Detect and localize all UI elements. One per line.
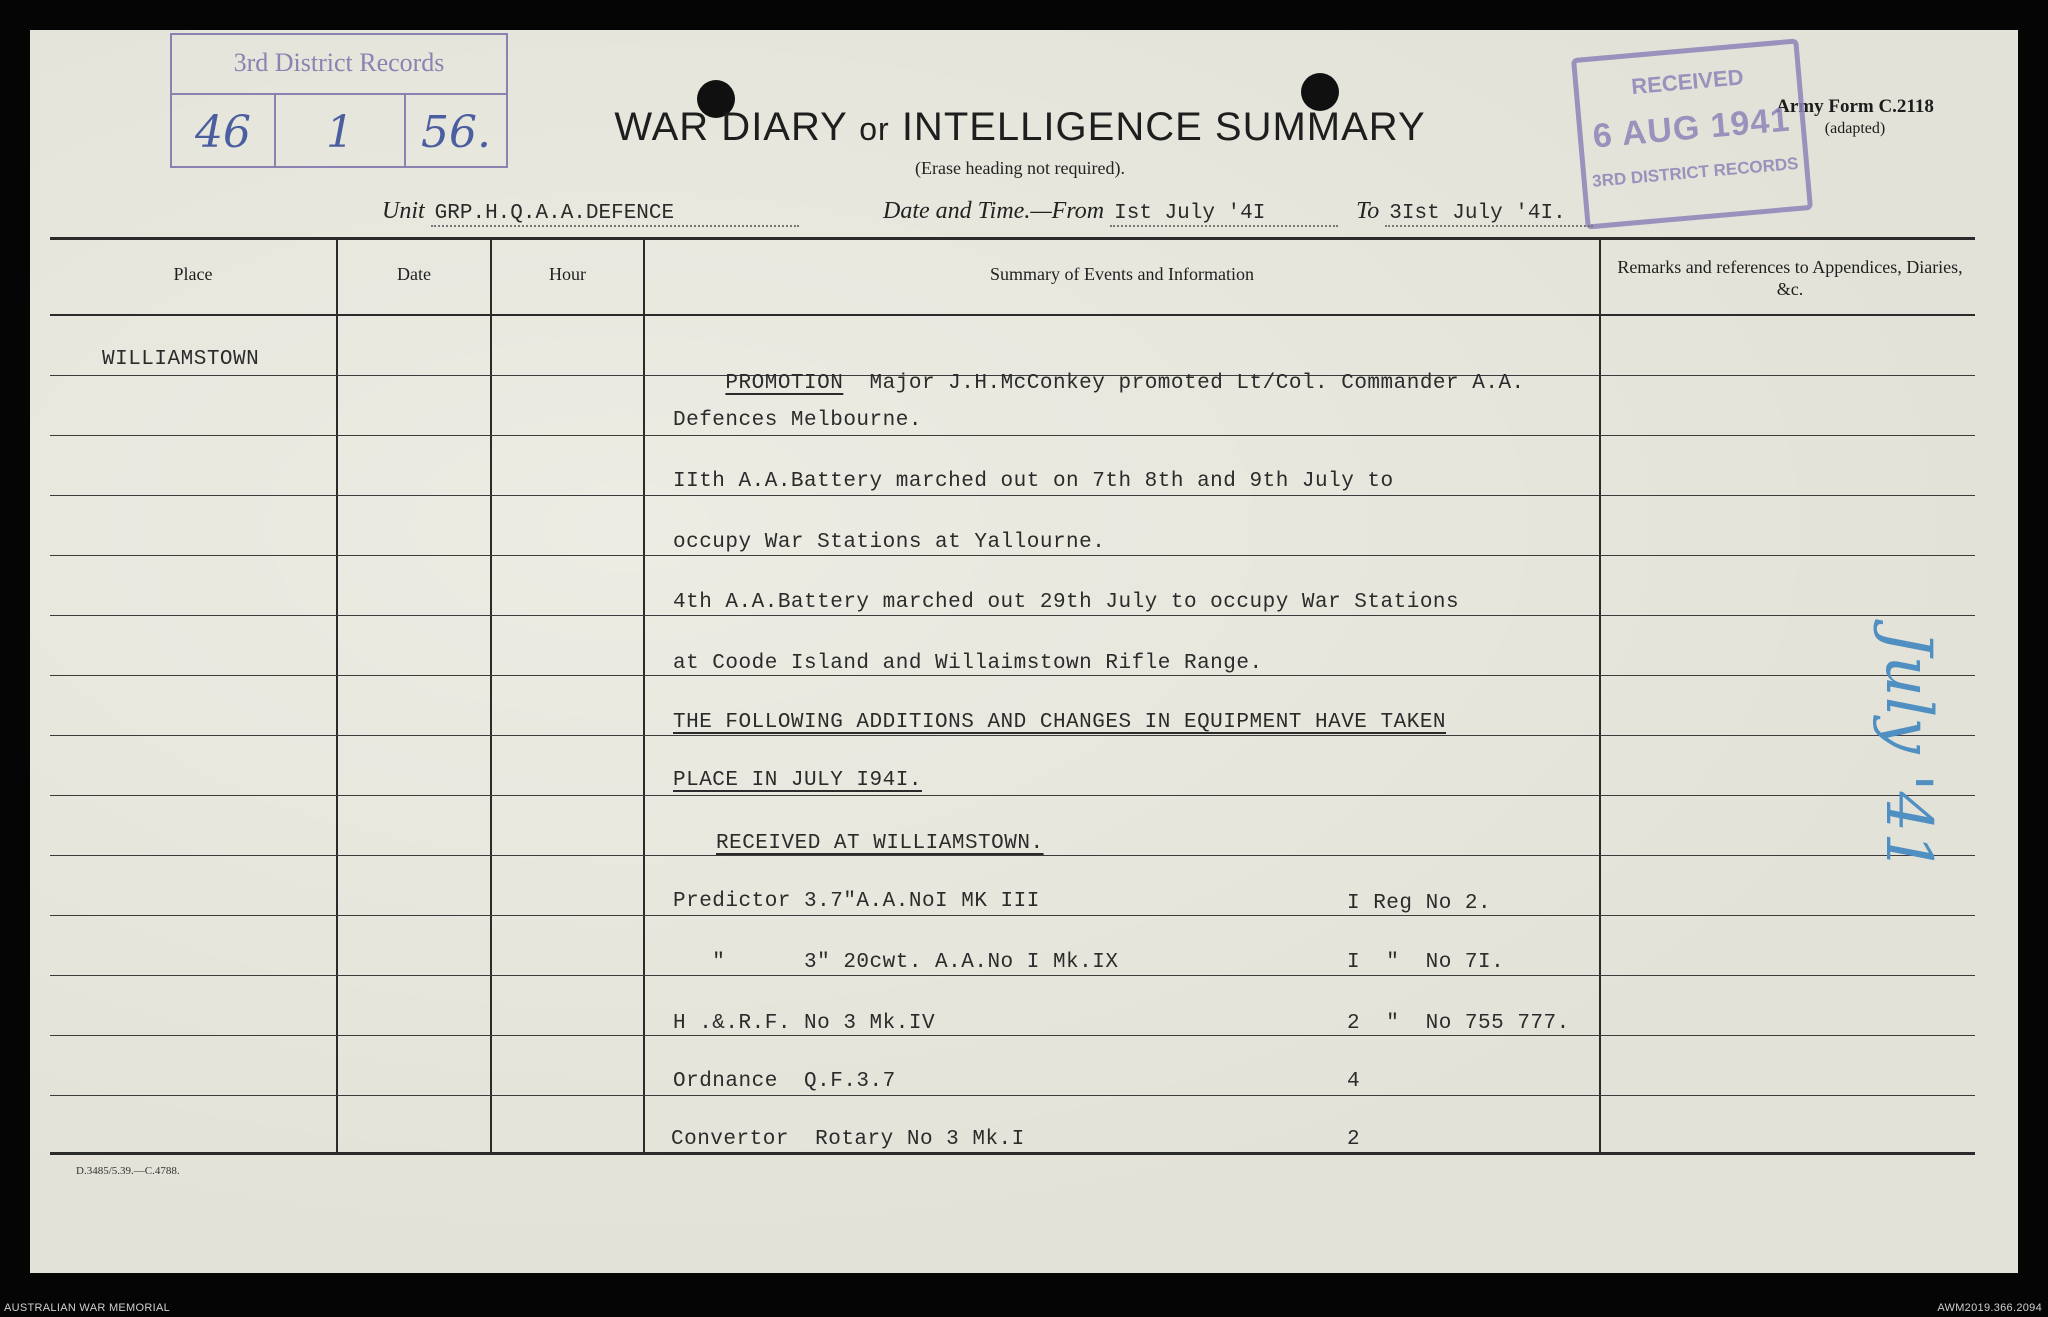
row-rule <box>50 435 1975 436</box>
summary-line-1 <box>673 349 1525 418</box>
footer-institution: AUSTRALIAN WAR MEMORIAL <box>4 1302 171 1314</box>
date-line <box>883 198 1593 227</box>
records-number-3: 56. <box>421 107 491 158</box>
summary-line-4: occupy War Stations at Yallourne. <box>673 531 1106 554</box>
equipment-item-desc: " 3" 20cwt. A.A.No I Mk.IX <box>673 951 1119 974</box>
received-stamp-date: 6 AUG 1941 <box>1591 100 1792 156</box>
summary-line-9: RECEIVED AT WILLIAMSTOWN. <box>716 832 1044 855</box>
summary-line-8: PLACE IN JULY I94I. <box>673 769 922 792</box>
summary-line-6: at Coode Island and Willaimstown Rifle Range. <box>673 652 1263 675</box>
table-top-rule <box>50 237 1975 240</box>
unit-label: Unit <box>382 198 425 224</box>
column-header-date: Date <box>397 264 431 284</box>
row-rule <box>50 1095 1975 1096</box>
row-rule <box>50 975 1975 976</box>
date-to-value: 3Ist July '4I. <box>1385 202 1593 227</box>
records-number-1: 46 <box>172 95 276 168</box>
received-stamp <box>1571 38 1813 229</box>
summary-line-5: 4th A.A.Battery marched out 29th July to occupy War Stations <box>673 591 1460 614</box>
date-label: Date and Time.—From <box>883 198 1105 224</box>
equipment-item-qty: 2 <box>1347 1128 1361 1151</box>
equipment-item-desc: Predictor 3.7"A.A.NoI MK III <box>673 890 1040 913</box>
row-rule <box>50 555 1975 556</box>
equipment-item-qty: 4 <box>1347 1070 1361 1093</box>
row-rule <box>50 855 1975 856</box>
date-to-label: To <box>1356 198 1380 224</box>
entry-place: WILLIAMSTOWN <box>102 348 260 371</box>
column-header-place: Place <box>173 264 213 284</box>
row-rule <box>50 1035 1975 1036</box>
records-number-2: 1 <box>276 95 406 168</box>
unit-value: GRP.H.Q.A.A.DEFENCE <box>431 202 799 227</box>
district-records-stamp <box>170 33 508 168</box>
handwritten-date-note: July '41 <box>1871 630 1945 873</box>
equipment-item-desc: Ordnance Q.F.3.7 <box>673 1070 896 1093</box>
row-rule <box>50 495 1975 496</box>
promotion-text: Major J.H.McConkey promoted Lt/Col. Commander A.A. <box>843 372 1525 395</box>
row-rule <box>50 735 1975 736</box>
equipment-item-qty: I Reg No 2. <box>1347 892 1492 915</box>
army-form-adapted: (adapted) <box>1824 120 1886 137</box>
page-subtitle: (Erase heading not required). <box>915 158 1125 178</box>
summary-line-7: THE FOLLOWING ADDITIONS AND CHANGES IN EQUIPMENT HAVE TAKEN <box>673 711 1447 734</box>
title-war-diary: WAR DIARY <box>614 105 848 149</box>
equipment-item-desc: Convertor Rotary No 3 Mk.I <box>671 1128 1025 1151</box>
unit-line <box>382 198 799 227</box>
title-intelligence-summary: INTELLIGENCE SUMMARY <box>901 105 1426 149</box>
row-rule <box>50 675 1975 676</box>
column-header-summary: Summary of Events and Information <box>990 264 1254 284</box>
row-rule <box>50 615 1975 616</box>
page-title <box>590 105 1450 150</box>
equipment-item-qty: I " No 7I. <box>1347 951 1505 974</box>
title-or: or <box>859 111 890 147</box>
form-print-code: D.3485/5.39.—C.4788. <box>76 1165 180 1177</box>
equipment-item-desc: H .&.R.F. No 3 Mk.IV <box>673 1012 936 1035</box>
received-stamp-label: RECEIVED <box>1630 64 1745 100</box>
received-stamp-office: 3RD DISTRICT RECORDS <box>1591 153 1800 191</box>
row-rule <box>50 795 1975 796</box>
table-header-rule <box>50 314 1975 316</box>
army-form-number: Army Form C.2118 <box>1776 96 1934 117</box>
column-header-remarks: Remarks and references to Appendices, Diaries, &c. <box>1617 257 1963 299</box>
table-bottom-rule <box>50 1152 1975 1155</box>
date-from-value: Ist July '4I <box>1110 202 1338 227</box>
summary-line-2: Defences Melbourne. <box>673 409 922 432</box>
summary-line-3: IIth A.A.Battery marched out on 7th 8th and 9th July to <box>673 470 1394 493</box>
equipment-item-qty: 2 " No 755 777. <box>1347 1012 1570 1035</box>
records-stamp-title: 3rd District Records <box>172 35 506 95</box>
row-rule <box>50 915 1975 916</box>
column-header-hour: Hour <box>549 264 586 284</box>
footer-accession-number: AWM2019.366.2094 <box>1937 1302 2042 1314</box>
promotion-heading: PROMOTION <box>725 372 844 395</box>
